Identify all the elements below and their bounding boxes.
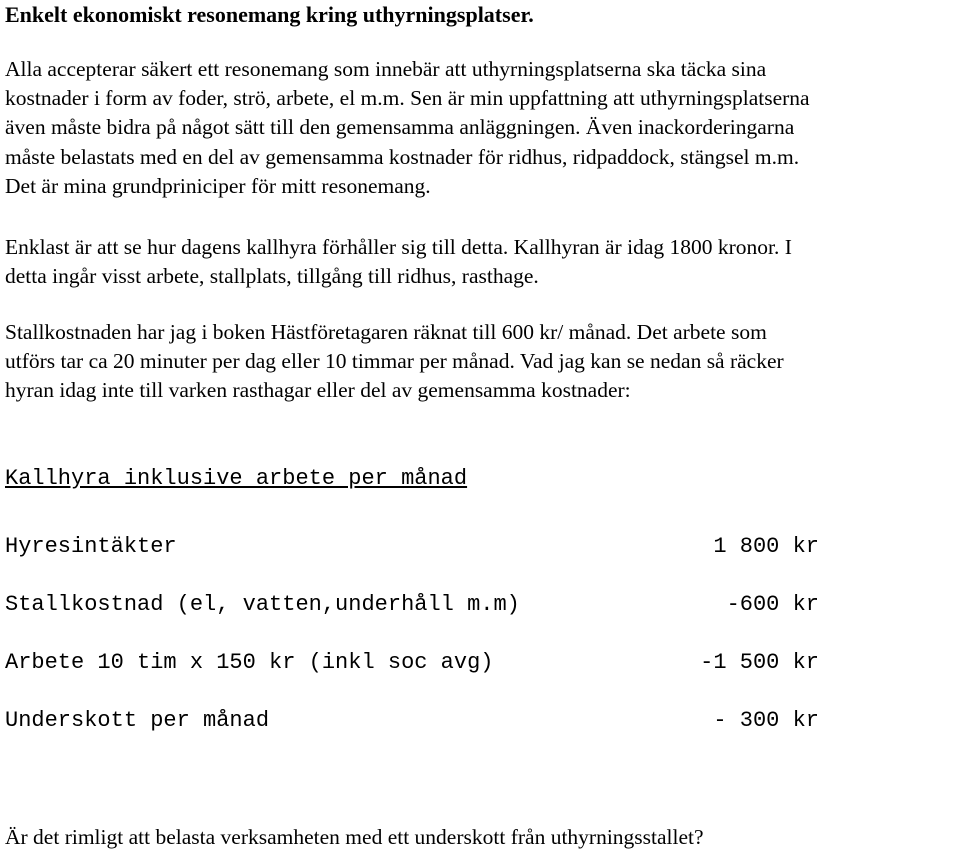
text-line: utförs tar ca 20 minuter per dag eller 10 timmar per månad. Vad jag kan se nedan så räcker — [5, 349, 784, 374]
calc-row-stable-cost — [5, 591, 819, 619]
text-line: Det är mina grundpriniciper för mitt resonemang. — [5, 173, 431, 198]
paragraph-current-rent — [5, 233, 957, 291]
calc-row-amount: - 300 kr — [713, 708, 819, 733]
calculation-heading: Kallhyra inklusive arbete per månad — [5, 466, 468, 491]
text-line: detta ingår visst arbete, stallplats, tillgång till ridhus, rasthage. — [5, 264, 539, 289]
calc-row-label: Arbete 10 tim x 150 kr (inkl soc avg) — [5, 650, 494, 675]
document-title: Enkelt ekonomiskt resonemang kring uthyrningsplatser. — [5, 2, 534, 27]
text-line: kostnader i form av foder, strö, arbete, el m.m. Sen är min uppfattning att uthyrningsplatserna — [5, 86, 810, 111]
text-line: även måste bidra på något sätt till den gemensamma anläggningen. Även inackorderingarna — [5, 115, 795, 140]
calc-row-label: Stallkostnad (el, vatten,underhåll m.m) — [5, 592, 520, 617]
calc-row-deficit — [5, 707, 819, 735]
text-line: Alla accepterar säkert ett resonemang som innebär att uthyrningsplatserna ska täcka sina — [5, 57, 767, 81]
paragraph-principles — [5, 55, 957, 201]
calc-row-revenue — [5, 533, 819, 561]
calc-row-amount: -600 kr — [726, 592, 819, 617]
calc-row-label: Underskott per månad — [5, 708, 270, 733]
calc-row-label: Hyresintäkter — [5, 534, 177, 559]
text-line: hyran idag inte till varken rasthagar eller del av gemensamma kostnader: — [5, 378, 631, 403]
paragraph-stable-cost — [5, 318, 957, 406]
calc-row-labor — [5, 649, 819, 677]
calc-row-amount: 1 800 kr — [713, 534, 819, 559]
closing-question: Är det rimligt att belasta verksamheten med ett underskott från uthyrningsstallet? — [5, 825, 704, 849]
text-line: måste belastats med en del av gemensamma kostnader för ridhus, ridpaddock, stängsel m.m. — [5, 144, 800, 169]
text-line: Stallkostnaden har jag i boken Hästföretagaren räknat till 600 kr/ månad. Det arbete som — [5, 320, 767, 344]
text-line: Enklast är att se hur dagens kallhyra förhåller sig till detta. Kallhyran är idag 1800 kronor. I — [5, 235, 792, 259]
calc-row-amount: -1 500 kr — [700, 650, 819, 675]
